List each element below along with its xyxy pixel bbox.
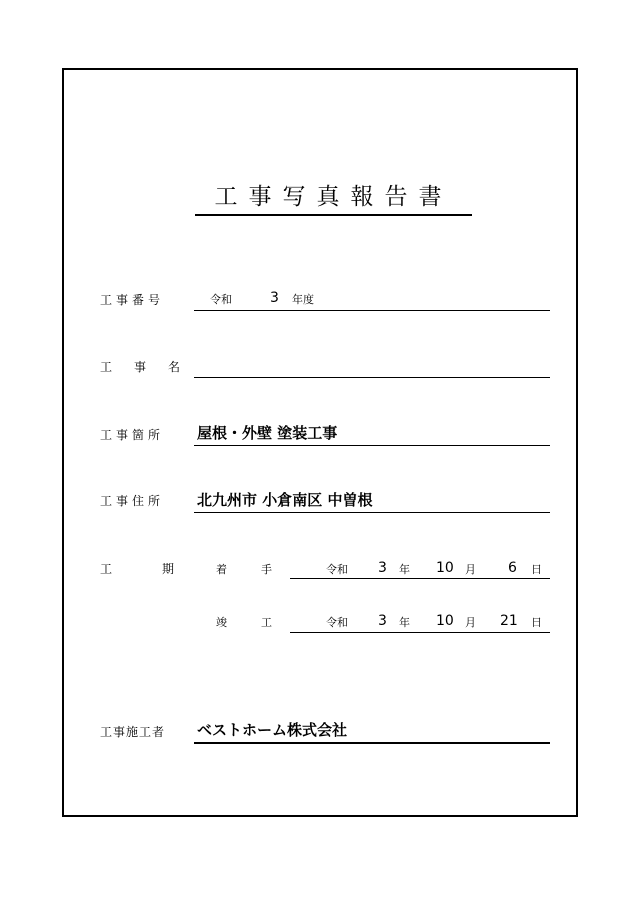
project-location-underline bbox=[194, 445, 550, 446]
site-address-label-text: 工事住所 bbox=[100, 494, 165, 508]
project-number-year: 3 bbox=[270, 290, 279, 306]
project-number-year-suffix: 年度 bbox=[292, 293, 314, 306]
project-name-label bbox=[100, 359, 203, 375]
period-start-year: 3 bbox=[378, 560, 387, 576]
page-title: 工事写真報告書 bbox=[195, 182, 472, 216]
period-end-label: 竣工 bbox=[216, 616, 306, 629]
project-number-label bbox=[100, 292, 182, 308]
period-start-era: 令和 bbox=[326, 563, 348, 576]
site-address-value: 北九州市 小倉南区 中曽根 bbox=[197, 491, 373, 509]
period-end-year: 3 bbox=[378, 613, 387, 629]
period-start-month: 10 bbox=[436, 560, 454, 576]
contractor-label-text: 工事施工者 bbox=[100, 725, 166, 739]
period-start-underline bbox=[290, 578, 550, 579]
period-start-label: 着手 bbox=[216, 563, 306, 576]
site-address-underline bbox=[194, 512, 550, 513]
contractor-label bbox=[100, 724, 182, 740]
period-label bbox=[100, 561, 225, 577]
period-label-text: 工期 bbox=[100, 562, 225, 576]
period-end-year-unit: 年 bbox=[399, 616, 410, 629]
period-start-day-unit: 日 bbox=[531, 563, 542, 576]
period-end-underline bbox=[290, 632, 550, 633]
period-end-month-unit: 月 bbox=[465, 616, 476, 629]
period-start-year-unit: 年 bbox=[399, 563, 410, 576]
period-end-era: 令和 bbox=[326, 616, 348, 629]
project-name-underline bbox=[194, 377, 550, 378]
project-number-era: 令和 bbox=[210, 293, 232, 306]
project-number-label-text: 工事番号 bbox=[100, 293, 165, 307]
period-end-day-unit: 日 bbox=[531, 616, 542, 629]
project-number-underline bbox=[194, 310, 550, 311]
project-location-value: 屋根・外壁 塗装工事 bbox=[197, 424, 338, 442]
project-location-label bbox=[100, 427, 182, 443]
period-end-month: 10 bbox=[436, 613, 454, 629]
period-end-day: 21 bbox=[500, 613, 518, 629]
contractor-underline bbox=[194, 742, 550, 744]
period-start-month-unit: 月 bbox=[465, 563, 476, 576]
site-address-label bbox=[100, 493, 182, 509]
project-name-label-text: 工事名 bbox=[100, 360, 203, 374]
period-start-day: 6 bbox=[508, 560, 517, 576]
contractor-value: ベストホーム株式会社 bbox=[197, 721, 348, 739]
project-location-label-text: 工事箇所 bbox=[100, 428, 165, 442]
